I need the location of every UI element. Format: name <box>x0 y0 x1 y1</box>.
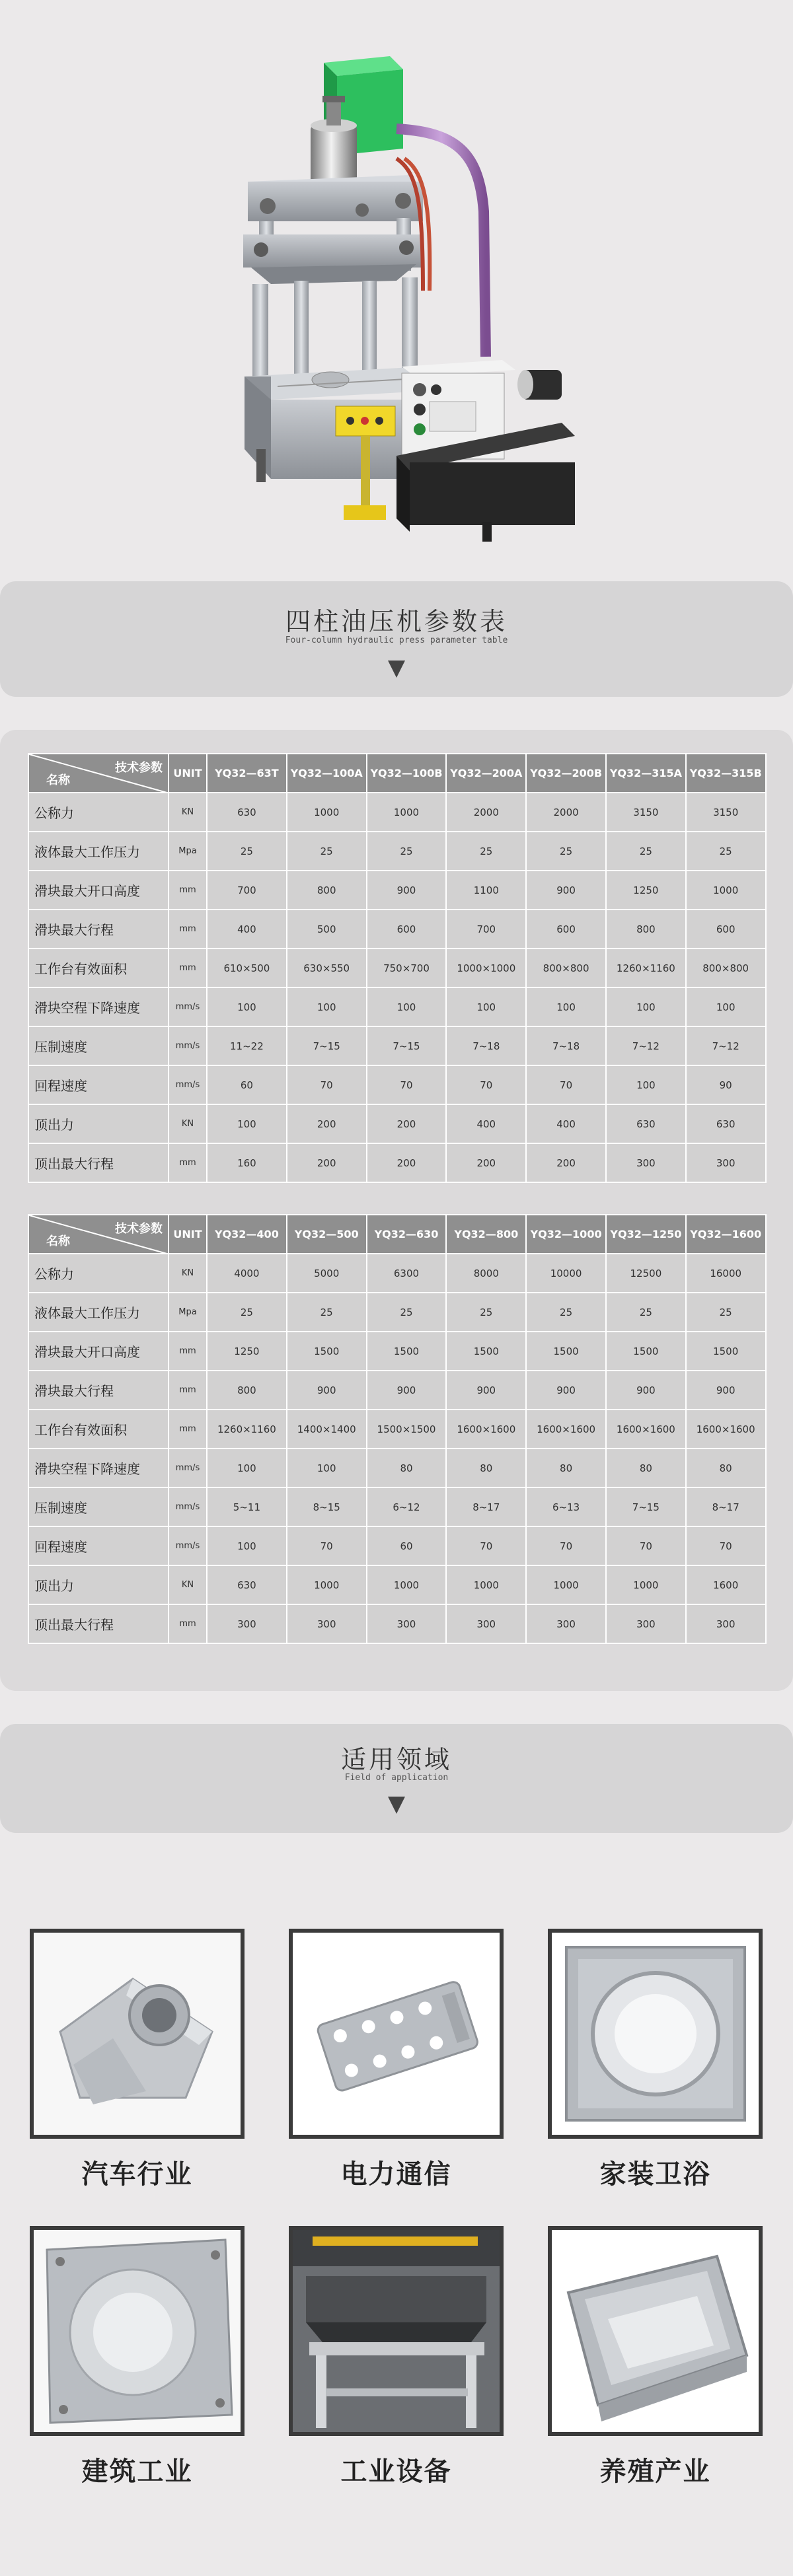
four-column-press-image <box>0 0 793 581</box>
value-cell: 80 <box>367 1449 447 1487</box>
value-cell: 900 <box>526 871 606 910</box>
parameter-table-1 <box>28 753 767 1183</box>
value-cell: 630 <box>207 793 287 832</box>
value-cell: 1600×1600 <box>526 1410 606 1449</box>
value-cell: 200 <box>287 1104 367 1143</box>
value-cell: 8000 <box>446 1254 526 1293</box>
value-cell: 700 <box>207 871 287 910</box>
value-cell: 25 <box>367 832 447 871</box>
value-cell: 600 <box>367 910 447 948</box>
application-label: 工业设备 <box>340 2456 452 2487</box>
value-cell: 300 <box>686 1604 766 1643</box>
value-cell: 300 <box>287 1604 367 1643</box>
table-row <box>28 1371 766 1410</box>
value-cell: 25 <box>606 832 686 871</box>
value-cell: 100 <box>606 1065 686 1104</box>
application-label: 电力通信 <box>340 2159 452 2190</box>
value-cell: 25 <box>686 832 766 871</box>
value-cell: 2000 <box>526 793 606 832</box>
unit-cell: mm/s <box>169 1065 207 1104</box>
value-cell: 70 <box>446 1065 526 1104</box>
value-cell: 100 <box>686 987 766 1026</box>
value-cell: 25 <box>526 1293 606 1332</box>
value-cell: 4000 <box>207 1254 287 1293</box>
value-cell: 100 <box>207 1449 287 1487</box>
value-cell: 25 <box>207 832 287 871</box>
value-cell: 3150 <box>686 793 766 832</box>
unit-cell: KN <box>169 1565 207 1604</box>
corner-header-cell <box>28 1215 169 1254</box>
value-cell: 80 <box>606 1449 686 1487</box>
field-section-subtitle: Field of application <box>344 1773 449 1783</box>
value-cell: 630 <box>686 1104 766 1143</box>
unit-cell: mm <box>169 1604 207 1643</box>
table-row <box>28 1026 766 1065</box>
unit-cell: mm <box>169 1371 207 1410</box>
value-cell: 800×800 <box>526 948 606 987</box>
value-cell: 160 <box>207 1143 287 1182</box>
value-cell: 1500×1500 <box>367 1410 447 1449</box>
value-cell: 60 <box>367 1526 447 1565</box>
param-name-cell: 公称力 <box>28 793 169 832</box>
value-cell: 400 <box>446 1104 526 1143</box>
param-name-cell: 液体最大工作压力 <box>28 1293 169 1332</box>
value-cell: 1500 <box>367 1332 447 1371</box>
param-name-cell: 滑块最大开口高度 <box>28 871 169 910</box>
value-cell: 25 <box>287 1293 367 1332</box>
value-cell: 70 <box>526 1065 606 1104</box>
application-card-equipment <box>289 2226 504 2436</box>
unit-cell: mm <box>169 1332 207 1371</box>
model-header-cell: YQ32—100B <box>367 754 447 793</box>
parameter-table-2 <box>28 1214 767 1644</box>
table-row <box>28 1254 766 1293</box>
value-cell: 900 <box>367 871 447 910</box>
value-cell: 6300 <box>367 1254 447 1293</box>
param-name-cell: 压制速度 <box>28 1487 169 1526</box>
table-header-row <box>28 754 766 793</box>
value-cell: 1500 <box>606 1332 686 1371</box>
value-cell: 1500 <box>686 1332 766 1371</box>
value-cell: 1000 <box>367 1565 447 1604</box>
value-cell: 8~17 <box>446 1487 526 1526</box>
chevron-down-icon <box>388 1797 405 1814</box>
sink-panel-image <box>552 1933 759 2135</box>
value-cell: 300 <box>207 1604 287 1643</box>
value-cell: 200 <box>287 1143 367 1182</box>
table-row <box>28 1143 766 1182</box>
table-row <box>28 1293 766 1332</box>
model-header-cell: YQ32—63T <box>207 754 287 793</box>
press-mold-image <box>293 2230 500 2432</box>
value-cell: 6~13 <box>526 1487 606 1526</box>
application-card-breeding <box>548 2226 763 2436</box>
value-cell: 8~17 <box>686 1487 766 1526</box>
value-cell: 1500 <box>287 1332 367 1371</box>
unit-cell: mm/s <box>169 1487 207 1526</box>
application-card-construction <box>30 2226 245 2436</box>
application-grid <box>0 1869 793 2576</box>
value-cell: 100 <box>606 987 686 1026</box>
value-cell: 100 <box>207 1526 287 1565</box>
param-name-cell: 顶出最大行程 <box>28 1143 169 1182</box>
value-cell: 1260×1160 <box>606 948 686 987</box>
value-cell: 25 <box>367 1293 447 1332</box>
corner-header-cell <box>28 754 169 793</box>
param-name-cell: 滑块最大开口高度 <box>28 1332 169 1371</box>
value-cell: 100 <box>287 987 367 1026</box>
unit-cell: mm/s <box>169 1526 207 1565</box>
value-cell: 7~18 <box>446 1026 526 1065</box>
table-row <box>28 1526 766 1565</box>
value-cell: 60 <box>207 1065 287 1104</box>
value-cell: 900 <box>526 1371 606 1410</box>
table-row <box>28 910 766 948</box>
value-cell: 800 <box>606 910 686 948</box>
value-cell: 750×700 <box>367 948 447 987</box>
value-cell: 610×500 <box>207 948 287 987</box>
value-cell: 80 <box>526 1449 606 1487</box>
value-cell: 1000 <box>606 1565 686 1604</box>
value-cell: 1000×1000 <box>446 948 526 987</box>
value-cell: 1600×1600 <box>606 1410 686 1449</box>
value-cell: 900 <box>446 1371 526 1410</box>
param-name-cell: 滑块空程下降速度 <box>28 1449 169 1487</box>
param-name-cell: 回程速度 <box>28 1065 169 1104</box>
param-name-cell: 顶出最大行程 <box>28 1604 169 1643</box>
value-cell: 70 <box>287 1526 367 1565</box>
param-name-cell: 顶出力 <box>28 1565 169 1604</box>
value-cell: 300 <box>446 1604 526 1643</box>
value-cell: 70 <box>686 1526 766 1565</box>
value-cell: 1000 <box>287 1565 367 1604</box>
table-row <box>28 832 766 871</box>
value-cell: 100 <box>367 987 447 1026</box>
value-cell: 1250 <box>606 871 686 910</box>
value-cell: 70 <box>367 1065 447 1104</box>
model-header-cell: YQ32—200A <box>446 754 526 793</box>
value-cell: 25 <box>287 832 367 871</box>
value-cell: 1500 <box>446 1332 526 1371</box>
corner-header-top: 技术参数 <box>115 761 163 775</box>
unit-header-cell: UNIT <box>169 1215 207 1254</box>
value-cell: 70 <box>446 1526 526 1565</box>
table-row <box>28 948 766 987</box>
value-cell: 7~15 <box>287 1026 367 1065</box>
application-label: 养殖产业 <box>599 2456 711 2487</box>
value-cell: 6~12 <box>367 1487 447 1526</box>
value-cell: 400 <box>207 910 287 948</box>
application-card-bathroom <box>548 1929 763 2139</box>
unit-cell: Mpa <box>169 1293 207 1332</box>
table-row <box>28 1604 766 1643</box>
table-row <box>28 1449 766 1487</box>
value-cell: 300 <box>606 1604 686 1643</box>
value-cell: 16000 <box>686 1254 766 1293</box>
value-cell: 5~11 <box>207 1487 287 1526</box>
param-section-title: 四柱油压机参数表 <box>285 607 508 636</box>
value-cell: 630 <box>606 1104 686 1143</box>
value-cell: 900 <box>606 1371 686 1410</box>
value-cell: 900 <box>287 1371 367 1410</box>
model-header-cell: YQ32—1250 <box>606 1215 686 1254</box>
value-cell: 1000 <box>287 793 367 832</box>
param-name-cell: 回程速度 <box>28 1526 169 1565</box>
param-name-cell: 滑块最大行程 <box>28 910 169 948</box>
model-header-cell: YQ32—1600 <box>686 1215 766 1254</box>
model-header-cell: YQ32—630 <box>367 1215 447 1254</box>
unit-cell: mm <box>169 1143 207 1182</box>
table-row <box>28 871 766 910</box>
value-cell: 1260×1160 <box>207 1410 287 1449</box>
value-cell: 1000 <box>446 1565 526 1604</box>
value-cell: 100 <box>207 987 287 1026</box>
value-cell: 900 <box>686 1371 766 1410</box>
value-cell: 80 <box>446 1449 526 1487</box>
application-label: 建筑工业 <box>81 2456 193 2487</box>
application-label: 家装卫浴 <box>599 2159 711 2190</box>
value-cell: 100 <box>287 1449 367 1487</box>
corner-header-bottom: 名称 <box>46 1234 70 1248</box>
param-name-cell: 液体最大工作压力 <box>28 832 169 871</box>
value-cell: 200 <box>367 1104 447 1143</box>
unit-cell: mm/s <box>169 1449 207 1487</box>
unit-cell: mm <box>169 871 207 910</box>
value-cell: 5000 <box>287 1254 367 1293</box>
car-part-image <box>34 1933 241 2135</box>
model-header-cell: YQ32—315A <box>606 754 686 793</box>
value-cell: 300 <box>686 1143 766 1182</box>
table-row <box>28 1332 766 1371</box>
value-cell: 200 <box>367 1143 447 1182</box>
value-cell: 8~15 <box>287 1487 367 1526</box>
value-cell: 25 <box>606 1293 686 1332</box>
unit-cell: Mpa <box>169 832 207 871</box>
application-label: 汽车行业 <box>81 2159 193 2190</box>
unit-header-cell: UNIT <box>169 754 207 793</box>
value-cell: 1500 <box>526 1332 606 1371</box>
steel-trough-image <box>552 2230 759 2432</box>
value-cell: 300 <box>367 1604 447 1643</box>
value-cell: 25 <box>207 1293 287 1332</box>
value-cell: 10000 <box>526 1254 606 1293</box>
param-name-cell: 滑块最大行程 <box>28 1371 169 1410</box>
value-cell: 70 <box>606 1526 686 1565</box>
value-cell: 100 <box>526 987 606 1026</box>
value-cell: 25 <box>446 1293 526 1332</box>
unit-cell: KN <box>169 793 207 832</box>
value-cell: 600 <box>686 910 766 948</box>
table-row <box>28 1065 766 1104</box>
value-cell: 700 <box>446 910 526 948</box>
param-name-cell: 顶出力 <box>28 1104 169 1143</box>
param-name-cell: 公称力 <box>28 1254 169 1293</box>
value-cell: 90 <box>686 1065 766 1104</box>
water-tank-panel-image <box>34 2230 241 2432</box>
param-name-cell: 工作台有效面积 <box>28 948 169 987</box>
model-header-cell: YQ32—800 <box>446 1215 526 1254</box>
value-cell: 7~15 <box>606 1487 686 1526</box>
value-cell: 1000 <box>686 871 766 910</box>
value-cell: 3150 <box>606 793 686 832</box>
value-cell: 25 <box>686 1293 766 1332</box>
model-header-cell: YQ32—500 <box>287 1215 367 1254</box>
corner-header-bottom: 名称 <box>46 773 70 787</box>
unit-cell: mm <box>169 948 207 987</box>
model-header-cell: YQ32—400 <box>207 1215 287 1254</box>
value-cell: 100 <box>207 1104 287 1143</box>
model-header-cell: YQ32—315B <box>686 754 766 793</box>
model-header-cell: YQ32—200B <box>526 754 606 793</box>
value-cell: 1600×1600 <box>686 1410 766 1449</box>
table-row <box>28 1410 766 1449</box>
value-cell: 25 <box>526 832 606 871</box>
value-cell: 800 <box>207 1371 287 1410</box>
value-cell: 1000 <box>526 1565 606 1604</box>
unit-cell: KN <box>169 1104 207 1143</box>
model-header-cell: YQ32—100A <box>287 754 367 793</box>
value-cell: 7~18 <box>526 1026 606 1065</box>
value-cell: 300 <box>526 1604 606 1643</box>
value-cell: 900 <box>367 1371 447 1410</box>
table-row <box>28 793 766 832</box>
table-row <box>28 1487 766 1526</box>
value-cell: 1400×1400 <box>287 1410 367 1449</box>
unit-cell: mm <box>169 1410 207 1449</box>
table-header-row <box>28 1215 766 1254</box>
value-cell: 800 <box>287 871 367 910</box>
value-cell: 12500 <box>606 1254 686 1293</box>
unit-cell: mm <box>169 910 207 948</box>
param-name-cell: 工作台有效面积 <box>28 1410 169 1449</box>
unit-cell: KN <box>169 1254 207 1293</box>
value-cell: 500 <box>287 910 367 948</box>
value-cell: 70 <box>526 1526 606 1565</box>
value-cell: 1000 <box>367 793 447 832</box>
application-card-automotive <box>30 1929 245 2139</box>
application-card-power <box>289 1929 504 2139</box>
param-section-subtitle: Four-column hydraulic press parameter table <box>285 635 508 645</box>
value-cell: 7~15 <box>367 1026 447 1065</box>
value-cell: 800×800 <box>686 948 766 987</box>
value-cell: 200 <box>446 1143 526 1182</box>
unit-cell: mm/s <box>169 1026 207 1065</box>
value-cell: 300 <box>606 1143 686 1182</box>
value-cell: 1100 <box>446 871 526 910</box>
chevron-down-icon <box>388 661 405 678</box>
hero-machine-illustration <box>0 0 793 581</box>
value-cell: 11~22 <box>207 1026 287 1065</box>
value-cell: 200 <box>526 1143 606 1182</box>
model-header-cell: YQ32—1000 <box>526 1215 606 1254</box>
corner-header-top: 技术参数 <box>115 1222 163 1236</box>
value-cell: 1250 <box>207 1332 287 1371</box>
value-cell: 630×550 <box>287 948 367 987</box>
value-cell: 2000 <box>446 793 526 832</box>
unit-cell: mm/s <box>169 987 207 1026</box>
value-cell: 100 <box>446 987 526 1026</box>
param-name-cell: 压制速度 <box>28 1026 169 1065</box>
value-cell: 70 <box>287 1065 367 1104</box>
value-cell: 25 <box>446 832 526 871</box>
param-name-cell: 滑块空程下降速度 <box>28 987 169 1026</box>
stamped-plate-image <box>293 1933 500 2135</box>
value-cell: 1600 <box>686 1565 766 1604</box>
value-cell: 600 <box>526 910 606 948</box>
table-row <box>28 1104 766 1143</box>
value-cell: 80 <box>686 1449 766 1487</box>
field-section-title: 适用领域 <box>340 1745 452 1774</box>
value-cell: 400 <box>526 1104 606 1143</box>
value-cell: 630 <box>207 1565 287 1604</box>
value-cell: 7~12 <box>606 1026 686 1065</box>
table-row <box>28 987 766 1026</box>
table-row <box>28 1565 766 1604</box>
value-cell: 7~12 <box>686 1026 766 1065</box>
value-cell: 1600×1600 <box>446 1410 526 1449</box>
